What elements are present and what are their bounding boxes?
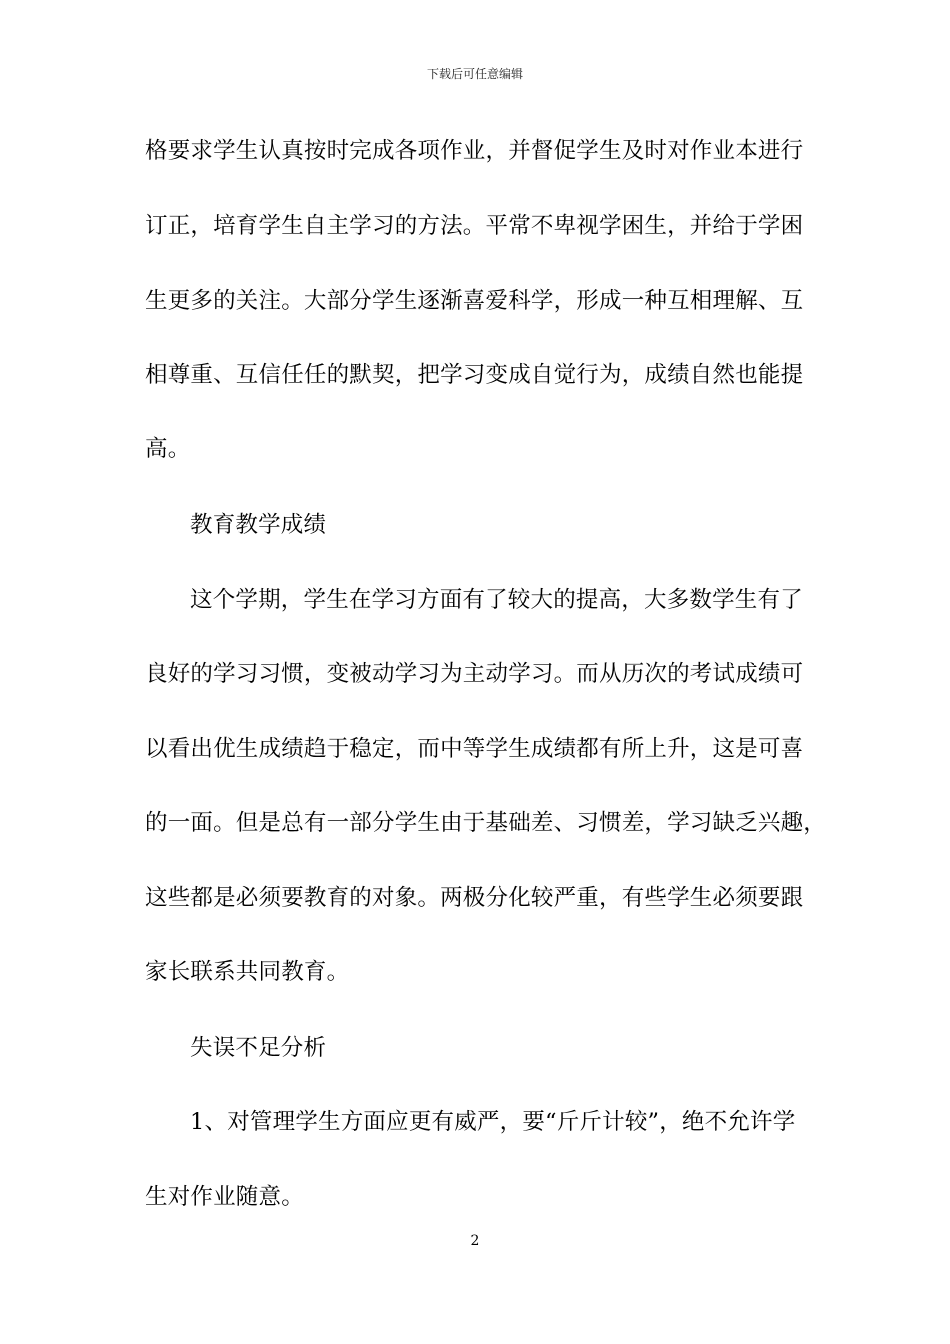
paragraph-1-line-4: 相尊重、互信任任的默契，把学习变成自觉行为，成绩自然也能提 [145, 362, 804, 388]
paragraph-2-line-1: 这个学期，学生在学习方面有了较大的提高，大多数学生有了 [190, 587, 803, 613]
page-number: 2 [470, 1233, 480, 1249]
paragraph-1-line-5: 高。 [145, 436, 191, 462]
paragraph-1-line-1: 格要求学生认真按时完成各项作业，并督促学生及时对作业本进行 [145, 138, 804, 164]
paragraph-2-line-4: 的一面。但是总有一部分学生由于基础差、习惯差，学习缺乏兴趣， [145, 810, 827, 836]
paragraph-2-line-2: 良好的学习习惯，变被动学习为主动学习。而从历次的考试成绩可 [145, 661, 804, 687]
paragraph-1-line-3: 生更多的关注。大部分学生逐渐喜爱科学，形成一种互相理解、互 [145, 288, 804, 314]
page-header: 下载后可任意编辑 [426, 67, 523, 81]
paragraph-3-line-2: 生对作业随意。 [145, 1184, 304, 1210]
section-heading-teaching-results: 教育教学成绩 [190, 512, 327, 538]
section-heading-shortcomings: 失误不足分析 [190, 1035, 327, 1061]
paragraph-2-line-5: 这些都是必须要教育的对象。两极分化较严重，有些学生必须要跟 [145, 885, 804, 911]
paragraph-1-line-2: 订正，培育学生自主学习的方法。平常不卑视学困生，并给于学困 [145, 213, 804, 239]
paragraph-2-line-6: 家长联系共同教育。 [145, 959, 350, 985]
paragraph-2-line-3: 以看出优生成绩趋于稳定，而中等学生成绩都有所上升，这是可喜 [145, 736, 804, 762]
paragraph-3-line-1: 1、对管理学生方面应更有威严，要“斤斤计较”，绝不允许学 [190, 1109, 796, 1135]
